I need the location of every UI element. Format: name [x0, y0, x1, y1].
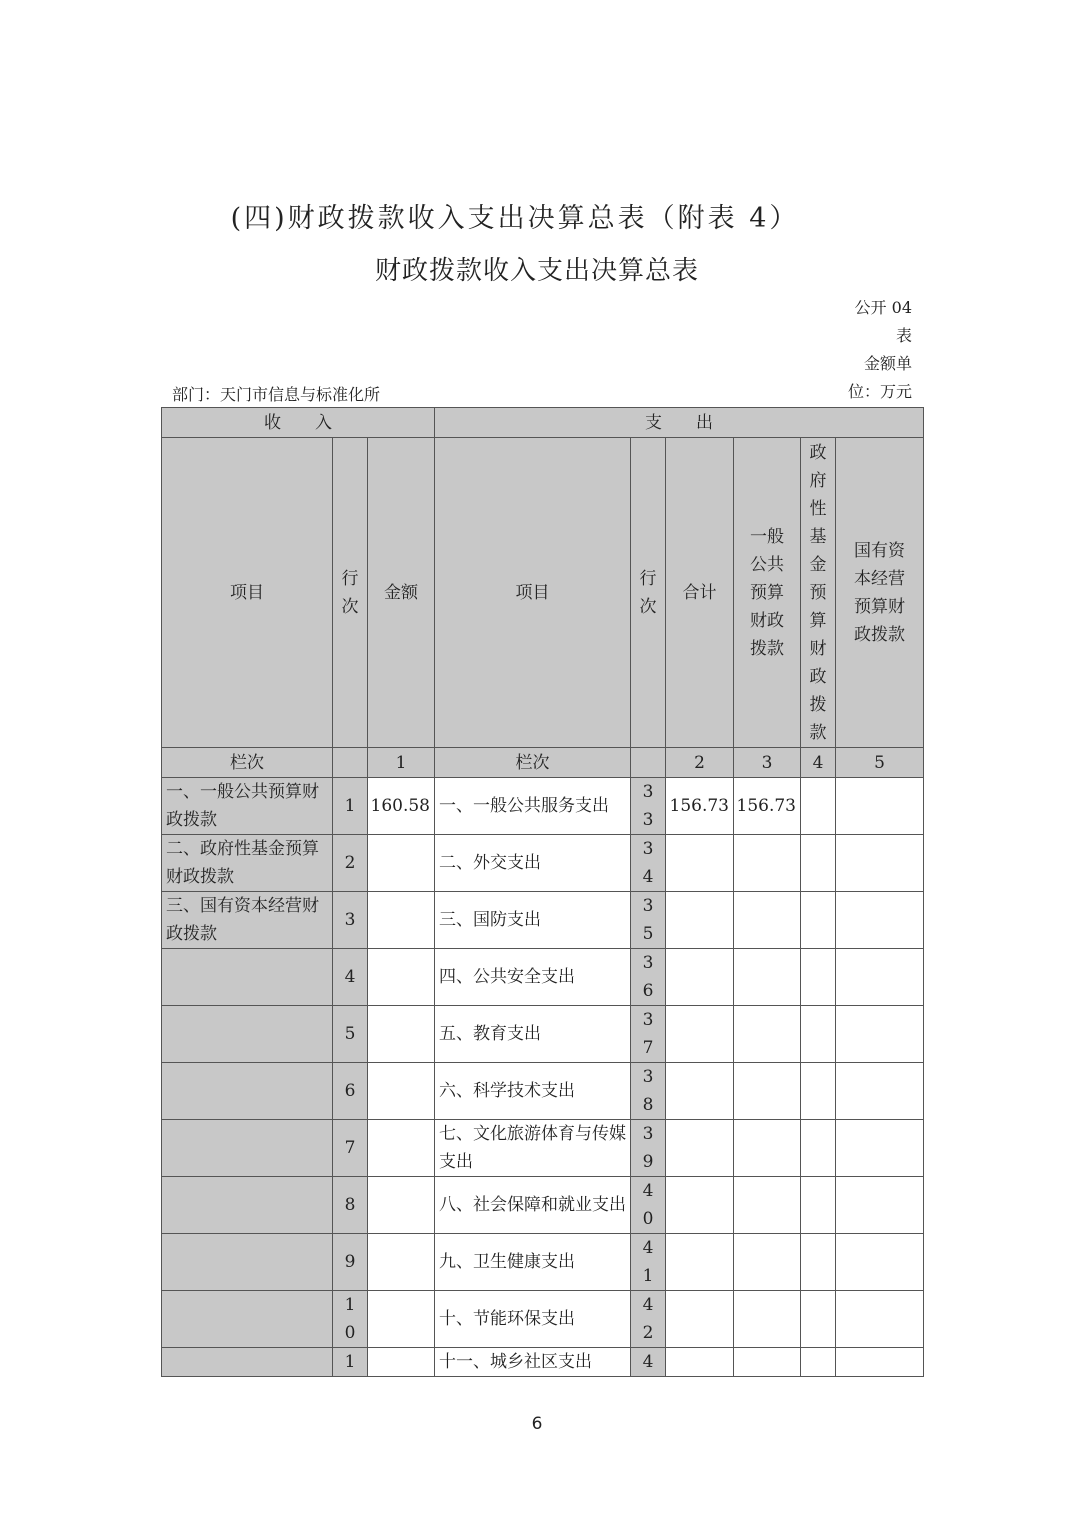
state-capital-cell [836, 1120, 924, 1177]
state-capital-cell [836, 1291, 924, 1348]
unit-line-1: 金额单 [863, 354, 912, 373]
unit-line-2: 位：万元 [847, 382, 912, 401]
total-cell: 156.73 [666, 778, 734, 835]
income-item-cell: 三、国有资本经营财政拨款 [162, 892, 333, 949]
expense-line-cell: 34 [631, 835, 666, 892]
income-line-cell: 5 [333, 1006, 368, 1063]
expense-item-cell: 一、一般公共服务支出 [435, 778, 631, 835]
income-amount-cell [368, 892, 435, 949]
general-budget-cell [734, 1006, 801, 1063]
income-amount-cell [368, 1234, 435, 1291]
column-number: 1 [368, 748, 435, 778]
general-budget-cell [734, 949, 801, 1006]
income-line-header: 行次 [333, 438, 368, 748]
expense-line-cell: 37 [631, 1006, 666, 1063]
column-number: 2 [666, 748, 734, 778]
income-line-cell: 2 [333, 835, 368, 892]
column-number: 5 [836, 748, 924, 778]
expense-line-cell: 36 [631, 949, 666, 1006]
total-cell [666, 949, 734, 1006]
column-label-expense: 栏次 [435, 748, 631, 778]
page-title: (四)财政拨款收入支出决算总表（附表 4） [230, 203, 800, 234]
gov-fund-cell [801, 1063, 836, 1120]
general-budget-cell [734, 1063, 801, 1120]
income-line-cell: 6 [333, 1063, 368, 1120]
department-label: 部门：天门市信息与标准化所 [172, 385, 381, 404]
expense-item-cell: 九、卫生健康支出 [435, 1234, 631, 1291]
expense-line-cell: 33 [631, 778, 666, 835]
income-item-cell [162, 1120, 333, 1177]
income-header: 收 入 [162, 408, 435, 438]
expense-line-cell: 42 [631, 1291, 666, 1348]
expense-item-cell: 五、教育支出 [435, 1006, 631, 1063]
budget-table [161, 407, 924, 1377]
state-capital-cell [836, 1063, 924, 1120]
table-row [162, 1234, 924, 1291]
table-row [162, 1063, 924, 1120]
total-cell [666, 1177, 734, 1234]
page-number: 6 [531, 1414, 543, 1434]
total-cell [666, 1006, 734, 1063]
column-empty [631, 748, 666, 778]
general-budget-cell [734, 1348, 801, 1377]
expense-item-cell: 二、外交支出 [435, 835, 631, 892]
general-budget-cell [734, 1234, 801, 1291]
gov-fund-cell [801, 949, 836, 1006]
income-amount-header: 金额 [368, 438, 435, 748]
income-line-cell: 1 [333, 778, 368, 835]
state-capital-cell [836, 892, 924, 949]
general-budget-cell: 156.73 [734, 778, 801, 835]
total-cell [666, 1348, 734, 1377]
state-capital-header: 国有资本经营预算财政拨款 [836, 438, 924, 748]
table-row [162, 949, 924, 1006]
table-row [162, 1348, 924, 1377]
gov-fund-cell [801, 1120, 836, 1177]
total-cell [666, 1291, 734, 1348]
expense-item-cell: 十一、城乡社区支出 [435, 1348, 631, 1377]
table-title: 财政拨款收入支出决算总表 [374, 256, 699, 286]
gov-fund-header: 政府性基金预算财政拨款 [801, 438, 836, 748]
expense-line-cell: 41 [631, 1234, 666, 1291]
table-row [162, 778, 924, 835]
total-cell [666, 835, 734, 892]
general-budget-cell [734, 1291, 801, 1348]
column-empty [333, 748, 368, 778]
income-line-cell: 1 [333, 1348, 368, 1377]
expense-line-cell: 39 [631, 1120, 666, 1177]
income-line-cell: 10 [333, 1291, 368, 1348]
income-line-cell: 9 [333, 1234, 368, 1291]
income-amount-cell [368, 1348, 435, 1377]
expense-line-cell: 38 [631, 1063, 666, 1120]
expense-item-cell: 六、科学技术支出 [435, 1063, 631, 1120]
income-line-cell: 7 [333, 1120, 368, 1177]
income-amount-cell [368, 1006, 435, 1063]
income-item-cell [162, 1348, 333, 1377]
total-cell [666, 1120, 734, 1177]
income-line-cell: 8 [333, 1177, 368, 1234]
column-number: 3 [734, 748, 801, 778]
income-amount-cell [368, 835, 435, 892]
table-row [162, 1177, 924, 1234]
state-capital-cell [836, 1234, 924, 1291]
expense-line-header: 行次 [631, 438, 666, 748]
gov-fund-cell [801, 1006, 836, 1063]
expense-item-cell: 四、公共安全支出 [435, 949, 631, 1006]
expense-line-cell: 35 [631, 892, 666, 949]
gov-fund-cell [801, 778, 836, 835]
table-row [162, 1120, 924, 1177]
income-line-cell: 3 [333, 892, 368, 949]
general-budget-cell [734, 892, 801, 949]
table-row [162, 1291, 924, 1348]
income-item-header: 项目 [162, 438, 333, 748]
total-cell [666, 892, 734, 949]
expense-item-cell: 三、国防支出 [435, 892, 631, 949]
state-capital-cell [836, 1348, 924, 1377]
table-row [162, 835, 924, 892]
income-item-cell: 一、一般公共预算财政拨款 [162, 778, 333, 835]
income-item-cell [162, 1291, 333, 1348]
state-capital-cell [836, 1006, 924, 1063]
gov-fund-cell [801, 1348, 836, 1377]
table-row [162, 892, 924, 949]
expense-item-cell: 七、文化旅游体育与传媒支出 [435, 1120, 631, 1177]
gov-fund-cell [801, 1177, 836, 1234]
total-cell [666, 1063, 734, 1120]
column-label-income: 栏次 [162, 748, 333, 778]
table-row [162, 1006, 924, 1063]
total-cell [666, 1234, 734, 1291]
income-amount-cell [368, 949, 435, 1006]
income-item-cell [162, 1177, 333, 1234]
general-budget-cell [734, 835, 801, 892]
income-amount-cell [368, 1291, 435, 1348]
gov-fund-cell [801, 835, 836, 892]
income-item-cell [162, 1006, 333, 1063]
income-item-cell [162, 949, 333, 1006]
form-code-line-1: 公开 04 [854, 298, 912, 317]
expense-line-cell: 4 [631, 1348, 666, 1377]
income-line-cell: 4 [333, 949, 368, 1006]
expense-item-header: 项目 [435, 438, 631, 748]
income-amount-cell: 160.58 [368, 778, 435, 835]
total-header: 合计 [666, 438, 734, 748]
form-code-line-2: 表 [895, 326, 912, 345]
income-item-cell [162, 1234, 333, 1291]
general-budget-cell [734, 1177, 801, 1234]
state-capital-cell [836, 949, 924, 1006]
expense-item-cell: 十、节能环保支出 [435, 1291, 631, 1348]
income-item-cell: 二、政府性基金预算财政拨款 [162, 835, 333, 892]
gov-fund-cell [801, 1234, 836, 1291]
expense-item-cell: 八、社会保障和就业支出 [435, 1177, 631, 1234]
state-capital-cell [836, 778, 924, 835]
column-number: 4 [801, 748, 836, 778]
gov-fund-cell [801, 1291, 836, 1348]
income-amount-cell [368, 1120, 435, 1177]
income-amount-cell [368, 1063, 435, 1120]
general-budget-header: 一般公共预算财政拨款 [734, 438, 801, 748]
income-amount-cell [368, 1177, 435, 1234]
state-capital-cell [836, 1177, 924, 1234]
state-capital-cell [836, 835, 924, 892]
expense-header: 支 出 [435, 408, 924, 438]
general-budget-cell [734, 1120, 801, 1177]
gov-fund-cell [801, 892, 836, 949]
expense-line-cell: 40 [631, 1177, 666, 1234]
income-item-cell [162, 1063, 333, 1120]
